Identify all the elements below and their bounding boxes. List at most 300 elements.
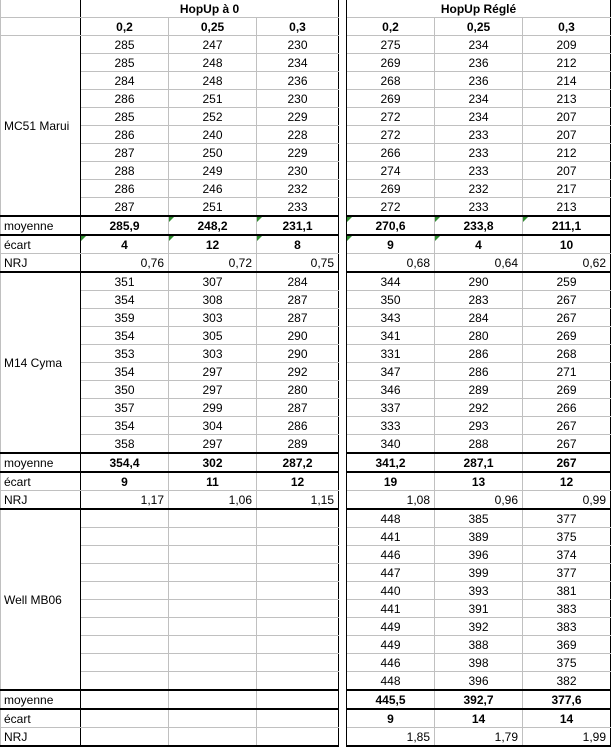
summary-value-moyenne[interactable]: 354,4 <box>81 453 169 472</box>
measurement-cell[interactable]: 229 <box>257 108 339 126</box>
measurement-cell[interactable]: 350 <box>81 381 169 399</box>
measurement-cell[interactable]: 382 <box>523 672 611 691</box>
measurement-cell[interactable]: 377 <box>523 509 611 528</box>
measurement-cell[interactable] <box>169 636 257 654</box>
summary-row-ecart <box>1 235 611 254</box>
measurement-cell[interactable] <box>257 582 339 600</box>
summary-value-nrj[interactable]: 1,06 <box>169 491 257 510</box>
measurement-cell[interactable]: 340 <box>347 435 435 454</box>
measurement-cell[interactable] <box>169 600 257 618</box>
measurement-cell[interactable]: 232 <box>435 180 523 198</box>
summary-value-ecart[interactable]: 8 <box>257 235 339 254</box>
measurement-cell[interactable]: 375 <box>523 654 611 672</box>
summary-value-moyenne[interactable]: 287,1 <box>435 453 523 472</box>
summary-value-moyenne[interactable]: 270,6 <box>347 216 435 235</box>
measurement-cell[interactable]: 449 <box>347 636 435 654</box>
summary-value-ecart[interactable]: 4 <box>435 235 523 254</box>
measurement-cell[interactable]: 385 <box>435 509 523 528</box>
summary-value-moyenne[interactable] <box>257 690 339 709</box>
measurement-cell[interactable]: 331 <box>347 345 435 363</box>
measurement-cell[interactable]: 449 <box>347 618 435 636</box>
measurement-cell[interactable]: 293 <box>435 417 523 435</box>
measurement-cell[interactable]: 354 <box>81 363 169 381</box>
summary-value-ecart[interactable] <box>81 709 169 728</box>
measurement-cell[interactable]: 249 <box>169 162 257 180</box>
measurement-cell[interactable]: 259 <box>523 272 611 291</box>
measurement-cell[interactable]: 346 <box>347 381 435 399</box>
measurement-cell[interactable]: 447 <box>347 564 435 582</box>
summary-value-ecart[interactable]: 13 <box>435 472 523 491</box>
gap-cell <box>339 546 347 564</box>
data-row <box>1 72 611 90</box>
data-row <box>1 600 611 618</box>
measurement-cell[interactable]: 285 <box>81 36 169 54</box>
data-row <box>1 546 611 564</box>
measurement-cell[interactable]: 398 <box>435 654 523 672</box>
summary-label-ecart[interactable]: écart <box>1 472 81 491</box>
measurement-cell[interactable]: 341 <box>347 327 435 345</box>
gap-cell <box>339 491 347 510</box>
measurement-cell[interactable]: 269 <box>523 327 611 345</box>
measurement-cell[interactable]: 283 <box>435 291 523 309</box>
measurement-cell[interactable]: 446 <box>347 546 435 564</box>
measurement-cell[interactable]: 287 <box>257 309 339 327</box>
measurement-cell[interactable]: 274 <box>347 162 435 180</box>
data-row <box>1 435 611 454</box>
summary-label-moyenne[interactable]: moyenne <box>1 216 81 235</box>
measurement-cell[interactable] <box>81 618 169 636</box>
measurement-cell[interactable]: 297 <box>169 435 257 454</box>
measurement-cell[interactable]: 268 <box>347 72 435 90</box>
column-header[interactable]: 0,3 <box>257 18 339 36</box>
summary-value-ecart[interactable]: 10 <box>523 235 611 254</box>
summary-value-moyenne[interactable] <box>169 690 257 709</box>
measurement-cell[interactable]: 229 <box>257 144 339 162</box>
summary-value-ecart[interactable]: 12 <box>169 235 257 254</box>
measurement-cell[interactable]: 337 <box>347 399 435 417</box>
column-header[interactable]: 0,3 <box>523 18 611 36</box>
summary-value-nrj[interactable]: 0,72 <box>169 254 257 273</box>
measurement-cell[interactable]: 234 <box>435 108 523 126</box>
measurement-cell[interactable]: 236 <box>435 54 523 72</box>
summary-value-ecart[interactable] <box>169 709 257 728</box>
measurement-cell[interactable]: 269 <box>523 381 611 399</box>
gap-cell <box>339 198 347 217</box>
measurement-cell[interactable]: 234 <box>435 90 523 108</box>
summary-row-ecart <box>1 709 611 728</box>
measurement-cell[interactable]: 285 <box>81 54 169 72</box>
measurement-cell[interactable]: 290 <box>435 272 523 291</box>
measurement-cell[interactable] <box>169 528 257 546</box>
data-row <box>1 636 611 654</box>
data-row <box>1 381 611 399</box>
measurement-cell[interactable]: 343 <box>347 309 435 327</box>
summary-label-nrj[interactable]: NRJ <box>1 254 81 273</box>
gap-cell <box>339 0 347 18</box>
measurement-cell[interactable]: 252 <box>169 108 257 126</box>
measurement-cell[interactable]: 448 <box>347 509 435 528</box>
summary-value-ecart[interactable] <box>257 709 339 728</box>
measurement-cell[interactable] <box>81 546 169 564</box>
measurement-cell[interactable]: 236 <box>435 72 523 90</box>
measurement-cell[interactable]: 377 <box>523 564 611 582</box>
measurement-cell[interactable]: 212 <box>523 54 611 72</box>
measurement-cell[interactable] <box>169 672 257 691</box>
measurement-cell[interactable]: 344 <box>347 272 435 291</box>
summary-value-ecart[interactable]: 9 <box>347 235 435 254</box>
gap-cell <box>339 90 347 108</box>
measurement-cell[interactable]: 267 <box>523 417 611 435</box>
measurement-cell[interactable]: 228 <box>257 126 339 144</box>
gap-cell <box>339 672 347 691</box>
measurement-cell[interactable]: 354 <box>81 291 169 309</box>
measurement-cell[interactable]: 292 <box>257 363 339 381</box>
measurement-cell[interactable]: 233 <box>435 126 523 144</box>
measurement-cell[interactable]: 286 <box>257 417 339 435</box>
gap-cell <box>339 345 347 363</box>
measurement-cell[interactable]: 399 <box>435 564 523 582</box>
measurement-cell[interactable]: 381 <box>523 582 611 600</box>
column-header[interactable]: 0,2 <box>347 18 435 36</box>
measurement-cell[interactable]: 391 <box>435 600 523 618</box>
summary-value-moyenne[interactable]: 267 <box>523 453 611 472</box>
measurement-cell[interactable]: 354 <box>81 417 169 435</box>
measurement-cell[interactable] <box>169 582 257 600</box>
measurement-cell[interactable]: 234 <box>257 54 339 72</box>
summary-value-moyenne[interactable]: 341,2 <box>347 453 435 472</box>
measurement-cell[interactable]: 280 <box>257 381 339 399</box>
summary-row-moyenne <box>1 216 611 235</box>
summary-row-moyenne <box>1 690 611 709</box>
summary-value-moyenne[interactable]: 445,5 <box>347 690 435 709</box>
summary-label-ecart[interactable]: écart <box>1 709 81 728</box>
measurement-cell[interactable]: 234 <box>435 36 523 54</box>
measurement-cell[interactable]: 441 <box>347 528 435 546</box>
summary-value-nrj[interactable] <box>169 728 257 747</box>
data-row <box>1 327 611 345</box>
gap-cell <box>339 54 347 72</box>
measurement-cell[interactable]: 248 <box>169 72 257 90</box>
group-header-hopup-regle[interactable]: HopUp Réglé <box>347 0 611 18</box>
summary-value-nrj[interactable]: 0,96 <box>435 491 523 510</box>
measurement-cell[interactable] <box>81 528 169 546</box>
summary-value-nrj[interactable]: 1,79 <box>435 728 523 747</box>
measurement-cell[interactable]: 292 <box>435 399 523 417</box>
summary-value-moyenne[interactable]: 248,2 <box>169 216 257 235</box>
measurement-cell[interactable]: 248 <box>169 54 257 72</box>
measurement-cell[interactable]: 286 <box>81 126 169 144</box>
measurement-cell[interactable] <box>257 600 339 618</box>
measurement-cell[interactable]: 396 <box>435 672 523 691</box>
measurement-cell[interactable]: 297 <box>169 381 257 399</box>
data-row <box>1 180 611 198</box>
measurement-cell[interactable]: 232 <box>257 180 339 198</box>
measurement-cell[interactable]: 359 <box>81 309 169 327</box>
measurement-cell[interactable]: 440 <box>347 582 435 600</box>
summary-value-nrj[interactable]: 0,68 <box>347 254 435 273</box>
measurement-cell[interactable]: 285 <box>81 108 169 126</box>
gap-cell <box>339 728 347 747</box>
measurement-cell[interactable] <box>257 618 339 636</box>
summary-row-nrj <box>1 728 611 747</box>
measurement-cell[interactable]: 269 <box>347 180 435 198</box>
summary-value-moyenne[interactable]: 392,7 <box>435 690 523 709</box>
measurement-cell[interactable]: 233 <box>435 144 523 162</box>
measurement-cell[interactable]: 357 <box>81 399 169 417</box>
measurement-cell[interactable]: 383 <box>523 618 611 636</box>
gap-cell <box>339 528 347 546</box>
measurement-cell[interactable] <box>169 509 257 528</box>
measurement-cell[interactable]: 207 <box>523 108 611 126</box>
summary-value-moyenne[interactable]: 285,9 <box>81 216 169 235</box>
gap-cell <box>339 417 347 435</box>
measurement-cell[interactable]: 351 <box>81 272 169 291</box>
measurement-cell[interactable] <box>257 636 339 654</box>
measurement-cell[interactable]: 286 <box>81 90 169 108</box>
summary-value-nrj[interactable]: 0,75 <box>257 254 339 273</box>
measurement-cell[interactable] <box>81 672 169 691</box>
measurement-cell[interactable]: 333 <box>347 417 435 435</box>
measurement-cell[interactable]: 392 <box>435 618 523 636</box>
data-row <box>1 672 611 691</box>
measurement-cell[interactable]: 247 <box>169 36 257 54</box>
gap-cell <box>339 363 347 381</box>
measurement-cell[interactable]: 290 <box>257 327 339 345</box>
gun-name-cell[interactable]: M14 Cyma <box>1 272 81 453</box>
summary-value-ecart[interactable]: 9 <box>347 709 435 728</box>
measurement-cell[interactable]: 290 <box>257 345 339 363</box>
summary-value-ecart[interactable]: 12 <box>523 472 611 491</box>
measurement-cell[interactable] <box>169 618 257 636</box>
measurement-cell[interactable]: 286 <box>435 345 523 363</box>
measurement-cell[interactable] <box>81 600 169 618</box>
measurement-cell[interactable]: 267 <box>523 309 611 327</box>
measurement-cell[interactable]: 209 <box>523 36 611 54</box>
measurement-cell[interactable]: 250 <box>169 144 257 162</box>
summary-value-ecart[interactable]: 11 <box>169 472 257 491</box>
measurement-cell[interactable]: 275 <box>347 36 435 54</box>
measurement-cell[interactable]: 213 <box>523 90 611 108</box>
summary-value-nrj[interactable]: 0,76 <box>81 254 169 273</box>
column-header[interactable]: 0,2 <box>81 18 169 36</box>
measurement-cell[interactable]: 304 <box>169 417 257 435</box>
measurement-cell[interactable] <box>169 654 257 672</box>
measurement-cell[interactable]: 287 <box>257 399 339 417</box>
measurement-cell[interactable]: 303 <box>169 345 257 363</box>
measurement-cell[interactable]: 266 <box>347 144 435 162</box>
measurement-cell[interactable]: 272 <box>347 126 435 144</box>
measurement-cell[interactable] <box>81 636 169 654</box>
measurement-cell[interactable]: 251 <box>169 90 257 108</box>
measurement-cell[interactable]: 217 <box>523 180 611 198</box>
measurement-cell[interactable]: 303 <box>169 309 257 327</box>
summary-label-ecart[interactable]: écart <box>1 235 81 254</box>
measurement-cell[interactable]: 358 <box>81 435 169 454</box>
measurement-cell[interactable]: 284 <box>435 309 523 327</box>
measurement-cell[interactable]: 207 <box>523 126 611 144</box>
measurement-cell[interactable] <box>81 654 169 672</box>
measurement-cell[interactable]: 207 <box>523 162 611 180</box>
summary-value-moyenne[interactable]: 211,1 <box>523 216 611 235</box>
measurement-cell[interactable]: 230 <box>257 162 339 180</box>
measurement-cell[interactable]: 441 <box>347 600 435 618</box>
summary-value-ecart[interactable]: 14 <box>435 709 523 728</box>
measurement-cell[interactable]: 448 <box>347 672 435 691</box>
gun-name-cell[interactable]: Well MB06 <box>1 509 81 690</box>
measurement-cell[interactable]: 446 <box>347 654 435 672</box>
summary-value-nrj[interactable]: 1,85 <box>347 728 435 747</box>
data-row <box>1 582 611 600</box>
measurement-cell[interactable]: 287 <box>81 198 169 217</box>
measurement-cell[interactable]: 267 <box>523 435 611 454</box>
measurement-cell[interactable] <box>169 546 257 564</box>
summary-label-nrj[interactable]: NRJ <box>1 491 81 510</box>
measurement-cell[interactable] <box>257 564 339 582</box>
measurement-cell[interactable]: 307 <box>169 272 257 291</box>
data-row <box>1 417 611 435</box>
measurement-cell[interactable]: 284 <box>81 72 169 90</box>
data-row <box>1 564 611 582</box>
data-row <box>1 345 611 363</box>
measurement-cell[interactable]: 214 <box>523 72 611 90</box>
summary-label-moyenne[interactable]: moyenne <box>1 453 81 472</box>
measurement-cell[interactable]: 288 <box>435 435 523 454</box>
measurement-cell[interactable]: 230 <box>257 36 339 54</box>
gap-cell <box>339 582 347 600</box>
measurement-cell[interactable]: 269 <box>347 90 435 108</box>
measurement-cell[interactable]: 287 <box>257 291 339 309</box>
gap-cell <box>339 654 347 672</box>
measurement-cell[interactable]: 266 <box>523 399 611 417</box>
summary-label-moyenne[interactable]: moyenne <box>1 690 81 709</box>
measurement-cell[interactable]: 213 <box>523 198 611 217</box>
measurement-cell[interactable]: 308 <box>169 291 257 309</box>
gap-cell <box>339 144 347 162</box>
summary-value-nrj[interactable]: 0,99 <box>523 491 611 510</box>
gap-cell <box>339 709 347 728</box>
measurement-cell[interactable] <box>257 528 339 546</box>
measurement-cell[interactable]: 268 <box>523 345 611 363</box>
measurement-cell[interactable]: 280 <box>435 327 523 345</box>
summary-value-nrj[interactable]: 1,15 <box>257 491 339 510</box>
summary-value-moyenne[interactable]: 233,8 <box>435 216 523 235</box>
measurement-cell[interactable]: 354 <box>81 327 169 345</box>
summary-value-nrj[interactable]: 0,62 <box>523 254 611 273</box>
measurement-cell[interactable]: 284 <box>257 272 339 291</box>
summary-value-ecart[interactable]: 12 <box>257 472 339 491</box>
measurement-cell[interactable]: 267 <box>523 291 611 309</box>
summary-value-moyenne[interactable]: 231,1 <box>257 216 339 235</box>
measurement-cell[interactable]: 271 <box>523 363 611 381</box>
data-row <box>1 272 611 291</box>
measurement-cell[interactable]: 388 <box>435 636 523 654</box>
measurement-cell[interactable] <box>257 654 339 672</box>
measurement-cell[interactable] <box>81 509 169 528</box>
gap-cell <box>339 618 347 636</box>
summary-value-moyenne[interactable] <box>81 690 169 709</box>
summary-value-ecart[interactable]: 19 <box>347 472 435 491</box>
gap-cell <box>339 36 347 54</box>
measurement-cell[interactable] <box>257 672 339 691</box>
measurement-cell[interactable] <box>169 564 257 582</box>
measurement-cell[interactable]: 396 <box>435 546 523 564</box>
measurement-cell[interactable]: 297 <box>169 363 257 381</box>
gap-cell <box>339 690 347 709</box>
summary-label-nrj[interactable]: NRJ <box>1 728 81 747</box>
measurement-cell[interactable]: 374 <box>523 546 611 564</box>
measurement-cell[interactable]: 233 <box>435 162 523 180</box>
measurement-cell[interactable]: 393 <box>435 582 523 600</box>
measurement-cell[interactable] <box>257 546 339 564</box>
measurement-cell[interactable]: 353 <box>81 345 169 363</box>
measurement-cell[interactable]: 233 <box>435 198 523 217</box>
summary-value-ecart[interactable]: 9 <box>81 472 169 491</box>
gap-cell <box>339 162 347 180</box>
data-row <box>1 198 611 217</box>
summary-value-moyenne[interactable]: 287,2 <box>257 453 339 472</box>
measurement-cell[interactable] <box>81 564 169 582</box>
summary-value-nrj[interactable]: 1,17 <box>81 491 169 510</box>
measurement-cell[interactable]: 286 <box>435 363 523 381</box>
measurement-cell[interactable] <box>81 582 169 600</box>
gun-name-cell[interactable]: MC51 Marui <box>1 36 81 217</box>
summary-value-nrj[interactable] <box>81 728 169 747</box>
measurement-cell[interactable]: 347 <box>347 363 435 381</box>
summary-value-ecart[interactable]: 4 <box>81 235 169 254</box>
measurement-cell[interactable]: 350 <box>347 291 435 309</box>
summary-value-nrj[interactable] <box>257 728 339 747</box>
corner-cell[interactable] <box>1 0 81 18</box>
summary-value-nrj[interactable]: 1,99 <box>523 728 611 747</box>
measurement-cell[interactable]: 246 <box>169 180 257 198</box>
summary-value-nrj[interactable]: 0,64 <box>435 254 523 273</box>
group-header-hopup-0[interactable]: HopUp à 0 <box>81 0 339 18</box>
measurement-cell[interactable]: 288 <box>81 162 169 180</box>
label-cell[interactable] <box>1 18 81 36</box>
measurement-cell[interactable]: 299 <box>169 399 257 417</box>
summary-value-nrj[interactable]: 1,08 <box>347 491 435 510</box>
measurement-cell[interactable]: 375 <box>523 528 611 546</box>
measurement-cell[interactable]: 383 <box>523 600 611 618</box>
measurement-cell[interactable]: 289 <box>257 435 339 454</box>
summary-value-ecart[interactable]: 14 <box>523 709 611 728</box>
gap-cell <box>339 636 347 654</box>
measurement-cell[interactable]: 289 <box>435 381 523 399</box>
data-row <box>1 144 611 162</box>
measurement-cell[interactable]: 369 <box>523 636 611 654</box>
measurement-cell[interactable]: 233 <box>257 198 339 217</box>
column-header[interactable]: 0,25 <box>435 18 523 36</box>
measurement-cell[interactable]: 272 <box>347 198 435 217</box>
measurement-cell[interactable]: 305 <box>169 327 257 345</box>
measurement-cell[interactable]: 286 <box>81 180 169 198</box>
measurement-cell[interactable]: 236 <box>257 72 339 90</box>
measurement-cell[interactable]: 251 <box>169 198 257 217</box>
measurement-cell[interactable]: 287 <box>81 144 169 162</box>
measurement-cell[interactable]: 272 <box>347 108 435 126</box>
measurement-cell[interactable]: 240 <box>169 126 257 144</box>
measurement-cell[interactable]: 269 <box>347 54 435 72</box>
measurement-cell[interactable]: 212 <box>523 144 611 162</box>
data-row <box>1 654 611 672</box>
measurement-cell[interactable] <box>257 509 339 528</box>
summary-value-moyenne[interactable]: 377,6 <box>523 690 611 709</box>
gap-cell <box>339 254 347 273</box>
summary-value-moyenne[interactable]: 302 <box>169 453 257 472</box>
column-header[interactable]: 0,25 <box>169 18 257 36</box>
measurement-cell[interactable]: 230 <box>257 90 339 108</box>
measurement-cell[interactable]: 389 <box>435 528 523 546</box>
